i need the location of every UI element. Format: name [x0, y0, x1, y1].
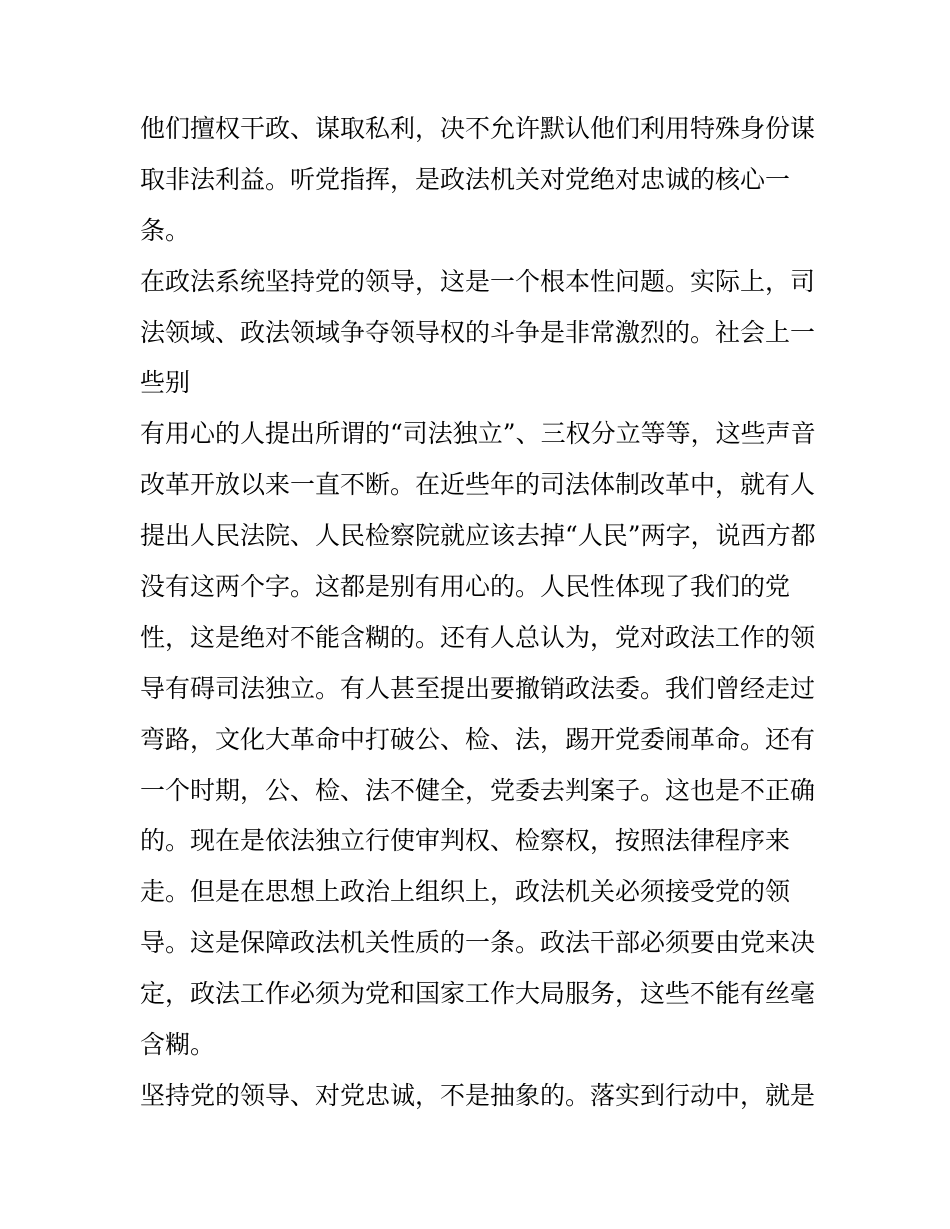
- text-line: 改革开放以来一直不断。在近些年的司法体制改革中，就有人: [140, 470, 816, 500]
- text-line: 些别: [140, 368, 191, 398]
- text-line: 在政法系统坚持党的领导，这是一个根本性问题。实际上，司: [140, 266, 816, 296]
- text-line: 坚持党的领导、对党忠诚，不是抽象的。落实到行动中，就是: [140, 1080, 816, 1110]
- text-line: 提出人民法院、人民检察院就应该去掉“人民”两字，说西方都: [140, 521, 816, 551]
- text-line: 的。现在是依法独立行使审判权、检察权，按照法律程序来: [140, 826, 791, 856]
- text-line: 弯路，文化大革命中打破公、检、法，踢开党委闹革命。还有: [140, 724, 816, 754]
- text-line: 法领域、政法领域争夺领导权的斗争是非常激烈的。社会上一: [140, 317, 816, 347]
- text-line: 条。: [140, 215, 191, 245]
- text-line: 导有碍司法独立。有人甚至提出要撤销政法委。我们曾经走过: [140, 673, 816, 703]
- text-line: 取非法利益。听党指挥，是政法机关对党绝对忠诚的核心一: [140, 164, 791, 194]
- text-line: 有用心的人提出所谓的“司法独立”、三权分立等等，这些声音: [140, 419, 816, 449]
- text-line: 一个时期，公、检、法不健全，党委去判案子。这也是不正确: [140, 775, 816, 805]
- text-line: 含糊。: [140, 1030, 216, 1060]
- text-line: 定，政法工作必须为党和国家工作大局服务，这些不能有丝毫: [140, 979, 816, 1009]
- text-line: 导。这是保障政法机关性质的一条。政法干部必须要由党来决: [140, 928, 816, 958]
- text-line: 走。但是在思想上政治上组织上，政法机关必须接受党的领: [140, 877, 791, 907]
- text-line: 没有这两个字。这都是别有用心的。人民性体现了我们的党: [140, 572, 791, 602]
- text-line: 他们擅权干政、谋取私利，决不允许默认他们利用特殊身份谋: [140, 114, 816, 143]
- text-line: 性，这是绝对不能含糊的。还有人总认为，党对政法工作的领: [140, 622, 816, 652]
- document-body: [140, 104, 820, 1122]
